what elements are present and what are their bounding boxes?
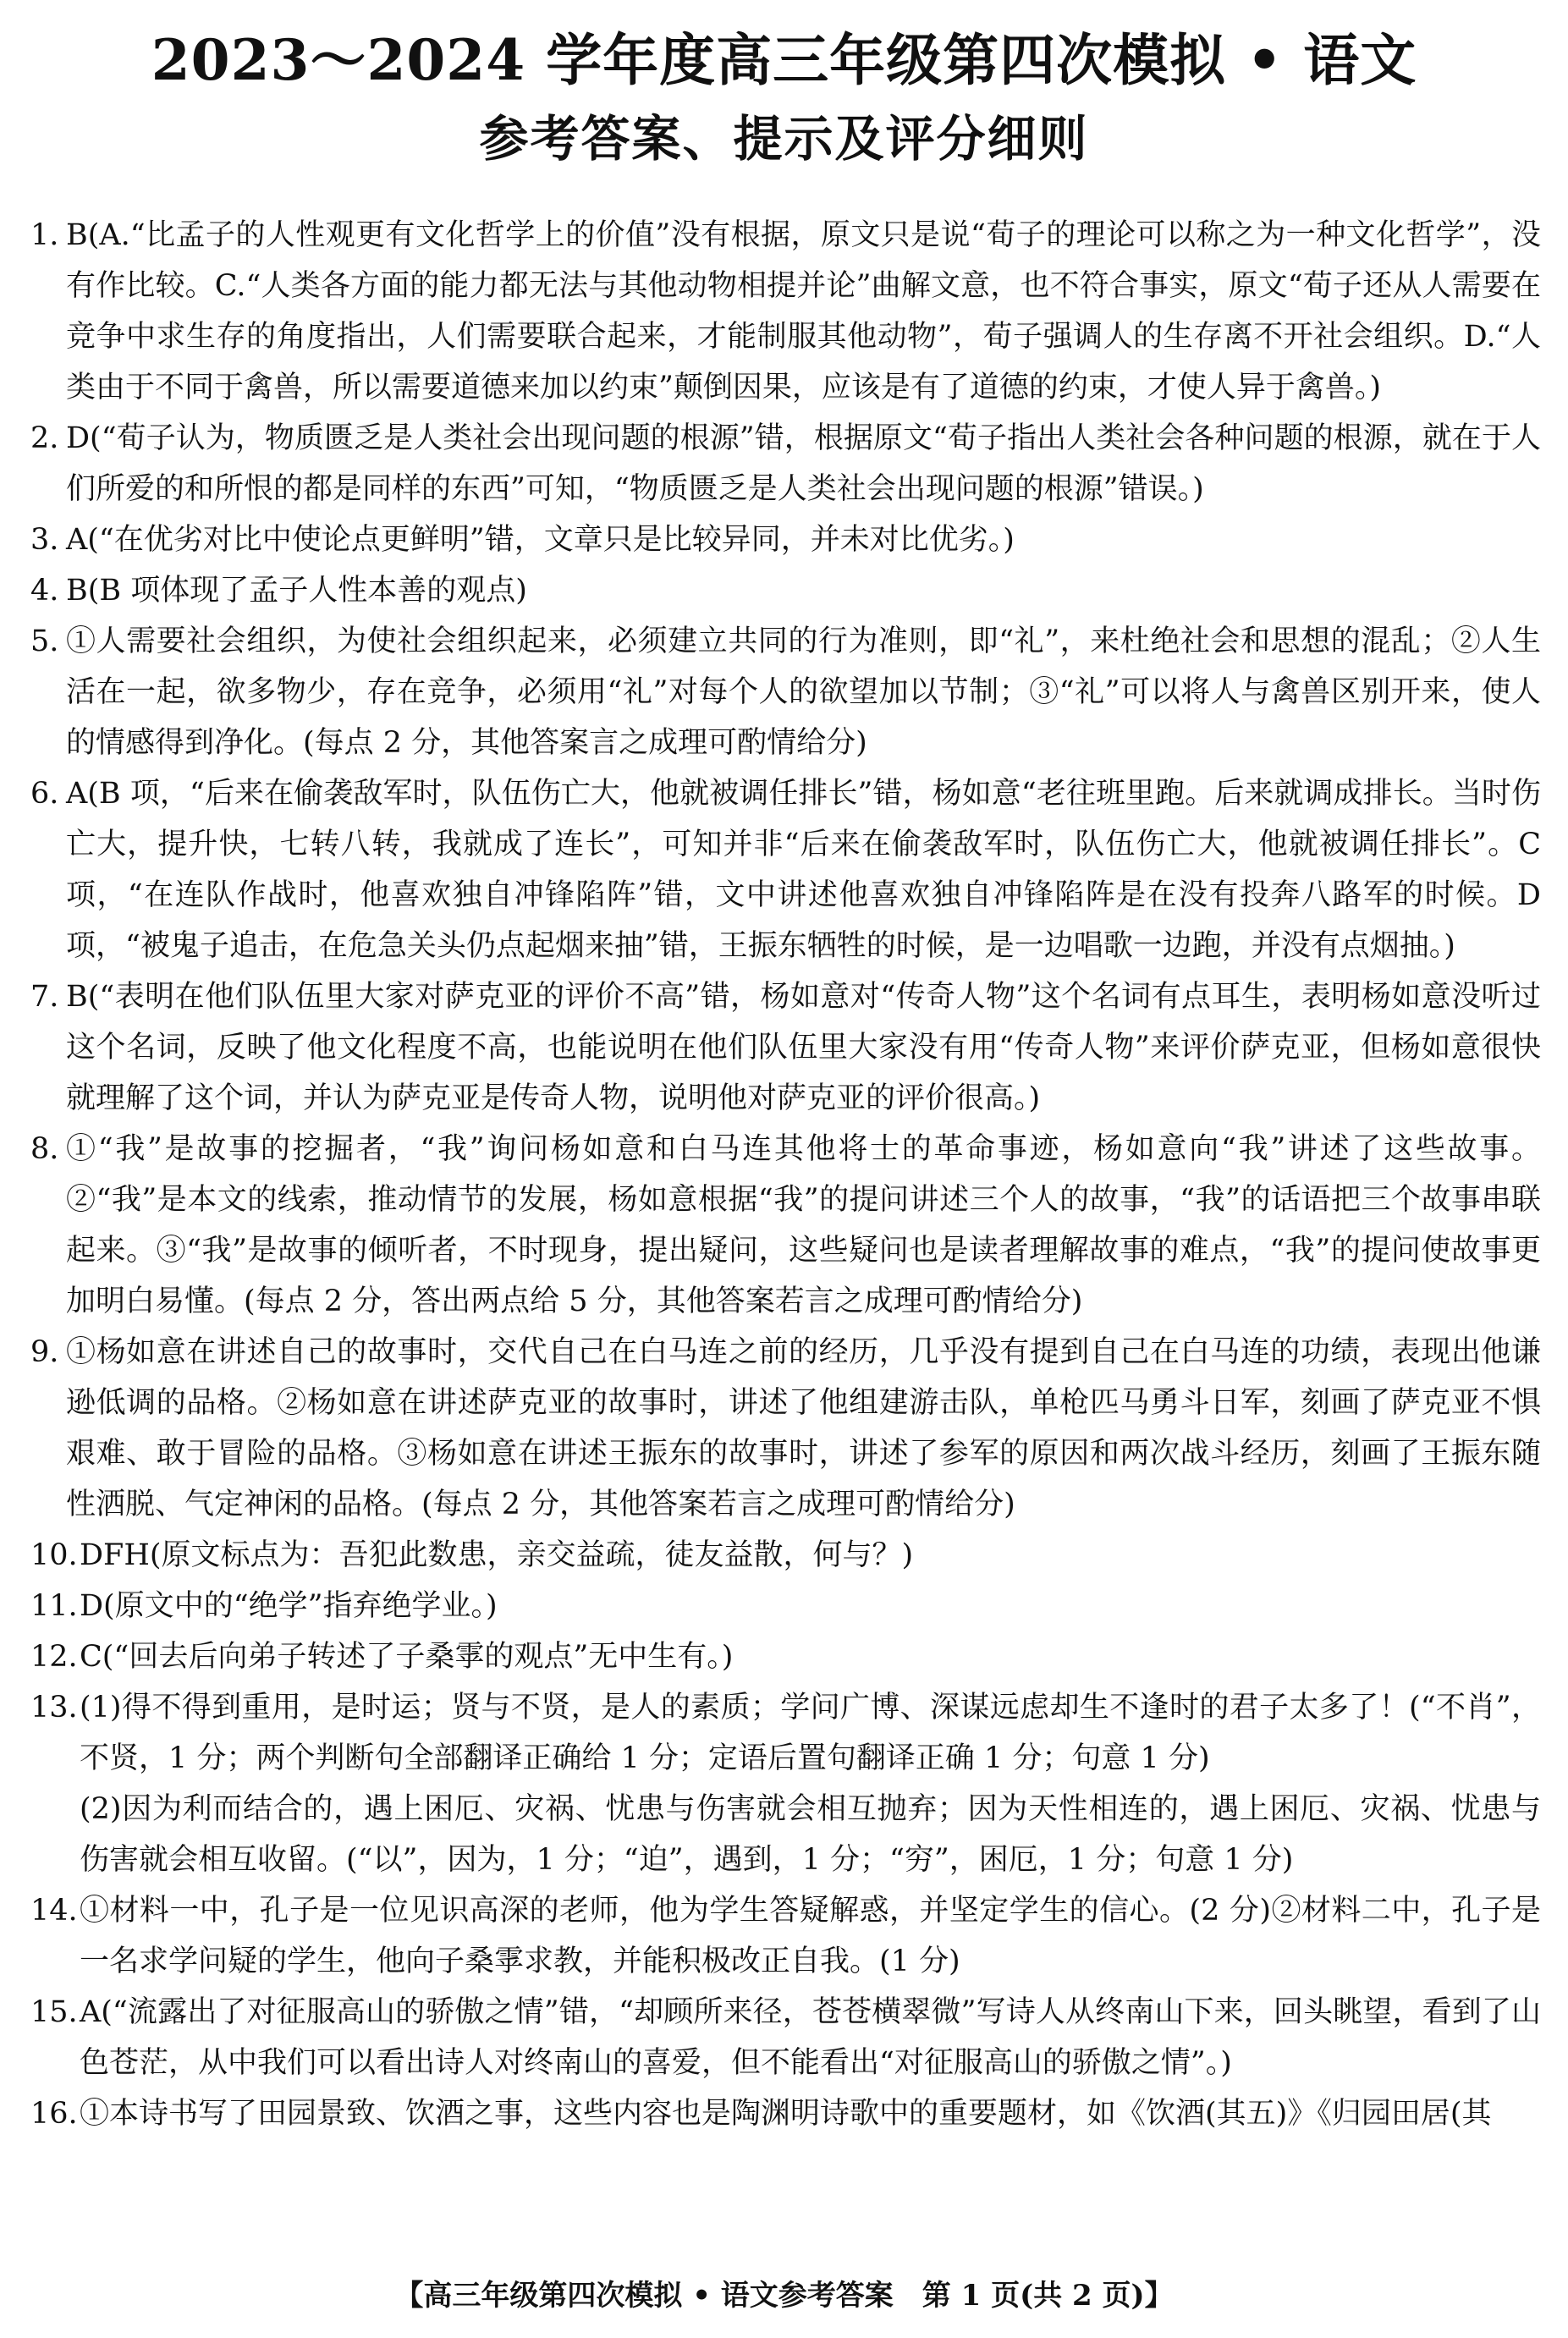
answer-number: 9. — [30, 1335, 59, 1369]
answer-number: 2. — [30, 421, 59, 455]
answer-number: 1. — [30, 218, 59, 252]
answer-item-8 — [30, 1124, 1541, 1327]
answer-item-7 — [30, 971, 1541, 1124]
answer-number: 7. — [30, 980, 59, 1014]
answer-number: 3. — [30, 523, 59, 557]
answer-item-2 — [30, 413, 1541, 514]
answer-text: ①“我”是故事的挖掘者，“我”询问杨如意和白马连其他将士的革命事迹，杨如意向“我”讲述了这些故事。②“我”是本文的线索，推动情节的发展，杨如意根据“我”的提问讲述三个人的故事，“我”的话语把三个故事串联起来。③“我”是故事的倾听者，不时现身，提出疑问，这些疑问也是读者理解故事的难点，“我”的提问使故事更加明白易懂。(每点 2 分，答出两点给 5 分，其他答案若言之成理可酌情给分) — [66, 1132, 1541, 1318]
page-title: 2023～2024 学年度高三年级第四次模拟 • 语文 — [151, 27, 1417, 93]
answer-text: ①材料一中，孔子是一位见识高深的老师，他为学生答疑解惑，并坚定学生的信心。(2 分)②材料二中，孔子是一名求学问疑的学生，他向子桑雽求教，并能积极改正自我。(1 分) — [80, 1894, 1541, 1978]
answer-text: D(原文中的“绝学”指弃绝学业。) — [80, 1589, 498, 1623]
answer-item-16 — [30, 2088, 1541, 2139]
answer-text: B(“表明在他们队伍里大家对萨克亚的评价不高”错，杨如意对“传奇人物”这个名词有点耳生，表明杨如意没听过这个名词，反映了他文化程度不高，也能说明在他们队伍里大家没有用“传奇人物”来评价萨克亚，但杨如意很快就理解了这个词，并认为萨克亚是传奇人物，说明他对萨克亚的评价很高。) — [66, 980, 1541, 1115]
answer-item-5 — [30, 616, 1541, 768]
answer-item-12 — [30, 1631, 1541, 1682]
answer-number: 11. — [30, 1589, 78, 1623]
answer-number: 6. — [30, 777, 59, 811]
answer-item-10 — [30, 1530, 1541, 1581]
answer-item-14 — [30, 1885, 1541, 1987]
page-footer: 【高三年级第四次模拟 • 语文参考答案 第 1 页(共 2 页)】 — [394, 2279, 1174, 2313]
answer-text: ①本诗书写了田园景致、饮酒之事，这些内容也是陶渊明诗歌中的重要题材，如《饮酒(其五)》《归园田居(其 — [80, 2097, 1492, 2131]
answer-item-15 — [30, 1987, 1541, 2088]
answer-number: 12. — [30, 1640, 78, 1674]
answer-text: B(A.“比孟子的人性观更有文化哲学上的价值”没有根据，原文只是说“荀子的理论可以称之为一种文化哲学”，没有作比较。C.“人类各方面的能力都无法与其他动物相提并论”曲解文意，也不符合事实，原文“荀子还从人需要在竞争中求生存的角度指出，人们需要联合起来，才能制服其他动物”，荀子强调人的生存离不开社会组织。D.“人类由于不同于禽兽，所以需要道德来加以约束”颠倒因果，应该是有了道德的约束，才使人异于禽兽。) — [66, 218, 1541, 404]
answer-item-6 — [30, 768, 1541, 971]
answer-text: (1)得不得到重用，是时运；贤与不贤，是人的素质；学问广博、深谋远虑却生不逢时的君子太多了！(“不肖”，不贤，1 分；两个判断句全部翻译正确给 1 分；定语后置句翻译正确 1 分；句意 1 分) — [80, 1691, 1541, 1775]
answer-number: 10. — [30, 1538, 78, 1572]
answer-text: B(B 项体现了孟子人性本善的观点) — [66, 574, 527, 608]
answer-item-3 — [30, 514, 1541, 565]
answer-text: C(“回去后向弟子转述了子桑雽的观点”无中生有。) — [80, 1640, 734, 1674]
answer-number: 4. — [30, 574, 59, 608]
answer-text: A(“在优劣对比中使论点更鲜明”错，文章只是比较异同，并未对比优劣。) — [66, 523, 1015, 557]
answer-text: D(“荀子认为，物质匮乏是人类社会出现问题的根源”错，根据原文“荀子指出人类社会各种问题的根源，就在于人们所爱的和所恨的都是同样的东西”可知，“物质匮乏是人类社会出现问题的根源”错误。) — [66, 421, 1541, 506]
answer-text: ①杨如意在讲述自己的故事时，交代自己在白马连之前的经历，几乎没有提到自己在白马连的功绩，表现出他谦逊低调的品格。②杨如意在讲述萨克亚的故事时，讲述了他组建游击队，单枪匹马勇斗日军，刻画了萨克亚不惧艰难、敢于冒险的品格。③杨如意在讲述王振东的故事时，讲述了参军的原因和两次战斗经历，刻画了王振东随性洒脱、气定神闲的品格。(每点 2 分，其他答案若言之成理可酌情给分) — [66, 1335, 1541, 1521]
answer-text: DFH(原文标点为：吾犯此数患，亲交益疏，徒友益散，何与？) — [80, 1538, 914, 1572]
page-subtitle: 参考答案、提示及评分细则 — [479, 110, 1089, 168]
answer-item-9 — [30, 1327, 1541, 1530]
answer-item-1 — [30, 210, 1541, 413]
answer-list — [30, 210, 1541, 2139]
answer-item-13 — [30, 1682, 1541, 1885]
answer-subpart-text: (2)因为利而结合的，遇上困厄、灾祸、忧患与伤害就会相互抛弃；因为天性相连的，遇上困厄、灾祸、忧患与伤害就会相互收留。(“以”，因为，1 分；“迫”，遇到，1 分；“穷”，困厄，1 分；句意 1 分) — [80, 1792, 1541, 1877]
answer-text: A(“流露出了对征服高山的骄傲之情”错，“却顾所来径，苍苍横翠微”写诗人从终南山下来，回头眺望，看到了山色苍茫，从中我们可以看出诗人对终南山的喜爱，但不能看出“对征服高山的骄傲之情”。) — [80, 1995, 1541, 2080]
answer-number: 5. — [30, 624, 59, 658]
answer-item-11 — [30, 1581, 1541, 1631]
answer-number: 16. — [30, 2097, 78, 2131]
answer-number: 13. — [30, 1691, 78, 1725]
answer-number: 14. — [30, 1894, 78, 1928]
answer-number: 15. — [30, 1995, 78, 2029]
answer-text: A(B 项，“后来在偷袭敌军时，队伍伤亡大，他就被调任排长”错，杨如意“老往班里跑。后来就调成排长。当时伤亡大，提升快，七转八转，我就成了连长”，可知并非“后来在偷袭敌军时，队伍伤亡大，他就被调任排长”。C 项，“在连队作战时，他喜欢独自冲锋陷阵”错，文中讲述他喜欢独自冲锋陷阵是在没有投奔八路军的时候。D 项，“被鬼子追击，在危急关头仍点起烟来抽”错，王振东牺牲的时候，是一边唱歌一边跑，并没有点烟抽。) — [66, 777, 1541, 963]
answer-item-4 — [30, 565, 1541, 616]
answer-number: 8. — [30, 1132, 59, 1166]
answer-text: ①人需要社会组织，为使社会组织起来，必须建立共同的行为准则，即“礼”，来杜绝社会和思想的混乱；②人生活在一起，欲多物少，存在竞争，必须用“礼”对每个人的欲望加以节制；③“礼”可以将人与禽兽区别开来，使人的情感得到净化。(每点 2 分，其他答案言之成理可酌情给分) — [66, 624, 1541, 760]
